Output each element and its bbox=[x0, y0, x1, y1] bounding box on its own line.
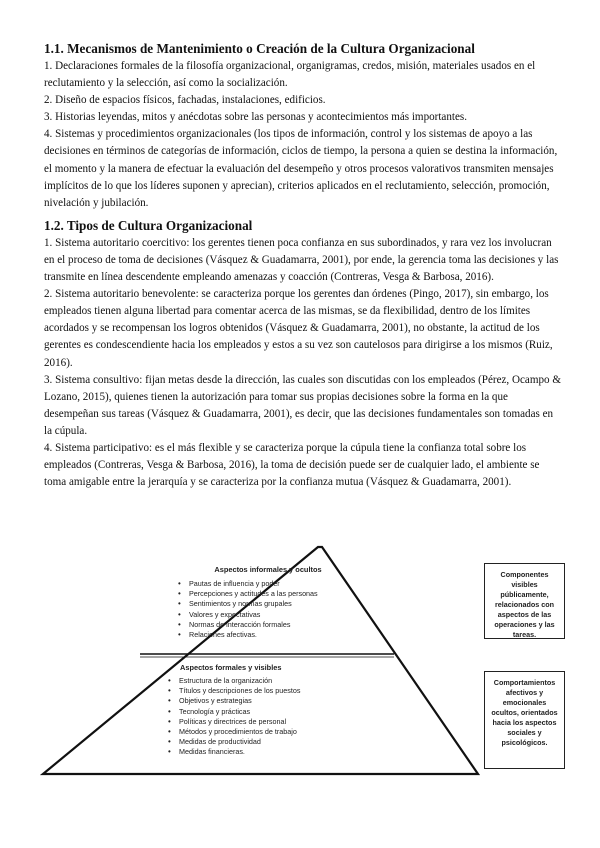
formal-item: • Políticas y directrices de personal bbox=[168, 717, 368, 727]
informal-item: • Normas de interacción formales bbox=[178, 620, 358, 630]
formal-item: • Tecnología y prácticas bbox=[168, 707, 368, 717]
section-1-item-2: 2. Diseño de espacios físicos, fachadas, instalaciones, edificios. bbox=[44, 94, 326, 107]
culture-iceberg-figure bbox=[40, 545, 565, 777]
informal-item: • Pautas de influencia y poder bbox=[178, 579, 358, 589]
formal-aspects-list bbox=[168, 676, 368, 758]
informal-aspects-list bbox=[178, 579, 358, 640]
document-page bbox=[44, 40, 562, 491]
visible-components-box: Componentes visibles públicamente, relacionados con aspectos de las operaciones y las tareas. bbox=[484, 563, 565, 639]
section-1-heading: 1.1. Mecanismos de Mantenimiento o Creación de la Cultura Organizacional bbox=[44, 41, 475, 56]
informal-item: • Valores y expectativas bbox=[178, 610, 358, 620]
section-1-item-3: 3. Historias leyendas, mitos y anécdotas sobre las personas y acontecimientos más importantes. bbox=[44, 111, 468, 124]
informal-item: • Relaciones afectivas. bbox=[178, 630, 358, 640]
informal-aspects-block bbox=[178, 565, 358, 640]
section-2-item-1: 1. Sistema autoritario coercitivo: los gerentes tienen poca confianza en sus subordinados, y rara vez los involucran en el proceso de toma de decisiones (Vásquez & Guadamarra, 2001), por ende, la gerencia toma las decisiones y las transmite en línea descendente empleando amenazas y coacción (Contreras, Vesga & Barbosa, 2016). bbox=[44, 236, 559, 284]
section-1-item-4: 4. Sistemas y procedimientos organizacionales (los tipos de información, control y los sistemas de apoyo a las decisiones en términos de categorías de información, ciclos de tiempo, la persona a quien se destina la información, el momento y la manera de efectuar la evaluación del desempeño y otros procesos valorativos transmiten mensajes implícitos de lo que los líderes suponen y aprecian), criterios aplicados en el reclutamiento, selección, promoción, nivelación y jubilación. bbox=[44, 128, 558, 209]
section-2-item-2: 2. Sistema autoritario benevolente: se caracteriza porque los gerentes dan órdenes (Pingo, 2017), sin embargo, los empleados tienen alguna libertad para comentar acerca de las mismas, se da flexibilidad, dentro de los límites acordados y se recompensan los logros obtenidos (Vásquez & Guadamarra, 2001), no obstante, la actitud de los gerentes es condescendiente hacia los empleados y estos a su vez son cautelosos para dirigirse a los mismos (Ruiz, 2016). bbox=[44, 288, 553, 369]
formal-item: • Estructura de la organización bbox=[168, 676, 368, 686]
informal-aspects-title: Aspectos informales y ocultos bbox=[214, 565, 322, 574]
formal-item: • Medidas de productividad bbox=[168, 737, 368, 747]
formal-item: • Métodos y procedimientos de trabajo bbox=[168, 727, 368, 737]
informal-item: • Sentimientos y normas grupales bbox=[178, 599, 358, 609]
section-2-item-3: 3. Sistema consultivo: fijan metas desde la dirección, las cuales son discutidas con los empleados (Pérez, Ocampo & Lozano, 2015), quienes tienen la autorización para tomar sus propias decisiones sobre la forma en la que desempeñan sus tareas (Vásquez & Guadamarra, 2001), es decir, que las decisiones fundamentales son tomadas en la cúpula. bbox=[44, 373, 561, 437]
formal-item: • Objetivos y estrategias bbox=[168, 696, 368, 706]
formal-item: • Medidas financieras. bbox=[168, 747, 368, 757]
hidden-behaviors-box: Comportamientos afectivos y emocionales ocultos, orientados hacia los aspectos sociales y psicológicos. bbox=[484, 671, 565, 769]
formal-aspects-block bbox=[168, 663, 368, 758]
informal-item: • Percepciones y actitudes a las personas bbox=[178, 589, 358, 599]
formal-item: • Títulos y descripciones de los puestos bbox=[168, 686, 368, 696]
section-2-heading: 1.2. Tipos de Cultura Organizacional bbox=[44, 217, 253, 233]
section-2-item-4: 4. Sistema participativo: es el más flexible y se caracteriza porque la cúpula tiene la confianza total sobre los empleados (Contreras, Vesga & Barbosa, 2016), la toma de decisión puede ser de cualquier lado, el ambiente se toma amigable entre la jerarquía y se caracteriza por la confianza mutua (Vásquez & Guadamarra, 2001). bbox=[44, 441, 540, 489]
section-1-item-1: 1. Declaraciones formales de la filosofía organizacional, organigramas, credos, misión, materiales usados en el reclutamiento y la selección, así como la socialización. bbox=[44, 60, 536, 90]
formal-aspects-title: Aspectos formales y visibles bbox=[180, 663, 282, 672]
